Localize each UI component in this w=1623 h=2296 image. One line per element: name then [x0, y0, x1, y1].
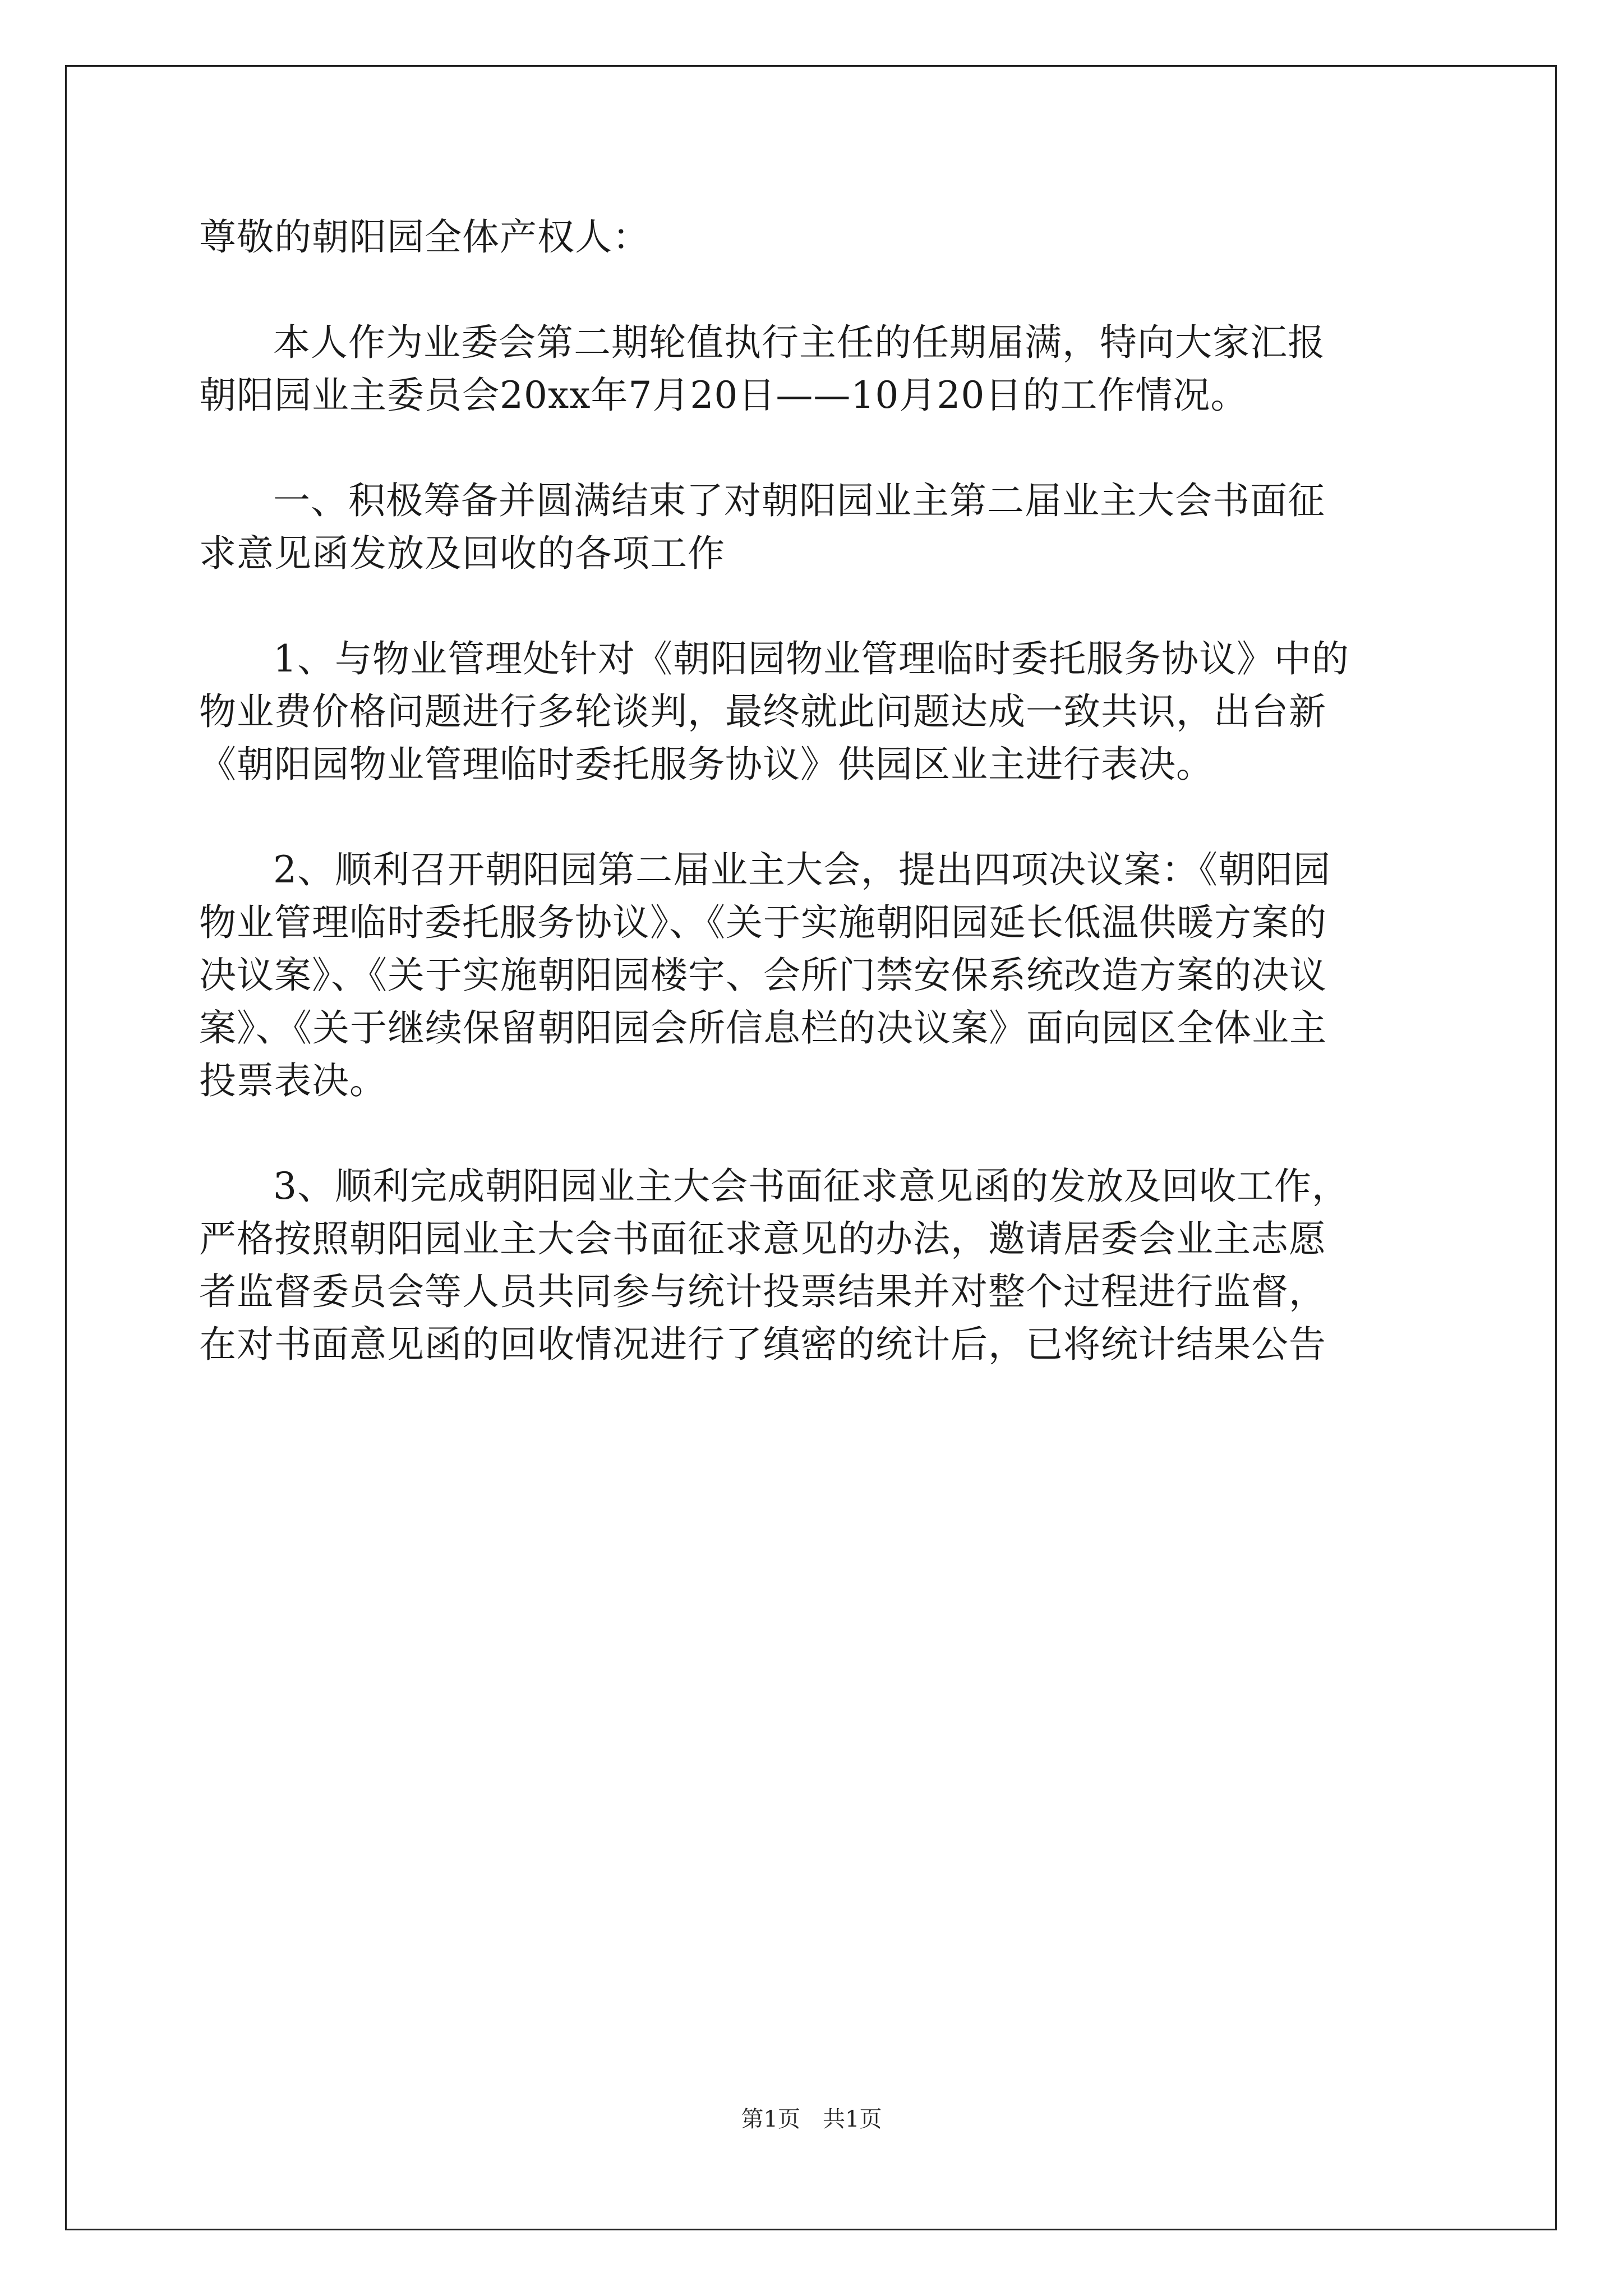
paragraph-line: 决议案》、《关于实施朝阳园楼宇、会所门禁安保系统改造方案的决议 [199, 954, 1327, 997]
paragraph-line: 《朝阳园物业管理临时委托服务协议》供园区业主进行表决。 [199, 743, 1214, 786]
paragraph-line: 2、顺利召开朝阳园第二届业主大会，提出四项决议案：《朝阳园 [273, 848, 1331, 891]
paragraph-line: 投票表决。 [199, 1059, 387, 1102]
salutation: 尊敬的朝阳园全体产权人： [199, 215, 650, 259]
paragraph-line: 在对书面意见函的回收情况进行了缜密的统计后，已将统计结果公告 [199, 1323, 1326, 1366]
page-number-footer: 第1页 共1页 [741, 2106, 882, 2132]
paragraph-line: 本人作为业委会第二期轮值执行主任的任期届满，特向大家汇报 [273, 321, 1325, 364]
paragraph-gap [199, 1107, 1427, 1160]
paragraph-line: 物业管理临时委托服务协议》、《关于实施朝阳园延长低温供暖方案的 [199, 901, 1327, 944]
document-body [199, 211, 1427, 1371]
paragraph-line: 者监督委员会等人员共同参与统计投票结果并对整个过程进行监督， [199, 1270, 1326, 1313]
paragraph-line: 1、与物业管理处针对《朝阳园物业管理临时委托服务协议》中的 [273, 637, 1349, 680]
paragraph [199, 844, 1427, 1107]
paragraph-line: 严格按照朝阳园业主大会书面征求意见的办法，邀请居委会业主志愿 [199, 1217, 1326, 1260]
paragraph [199, 475, 1427, 580]
paragraph-line: 一、积极筹备并圆满结束了对朝阳园业主第二届业主大会书面征 [273, 479, 1325, 522]
paragraph-line: 3、顺利完成朝阳园业主大会书面征求意见函的发放及回收工作， [273, 1165, 1349, 1208]
paragraph-line: 朝阳园业主委员会20xx年7月20日——10月20日的工作情况。 [199, 374, 1248, 417]
paragraph-gap [199, 422, 1427, 475]
paragraph-gap [199, 791, 1427, 844]
paragraph [199, 1160, 1427, 1371]
paragraph-gap [199, 580, 1427, 633]
paragraph-line: 物业费价格问题进行多轮谈判，最终就此问题达成一致共识，出台新 [199, 690, 1326, 733]
paragraph [199, 633, 1427, 791]
paragraph [199, 316, 1427, 422]
paragraph-line: 求意见函发放及回收的各项工作 [199, 532, 725, 575]
paragraph-line: 案》、《关于继续保留朝阳园会所信息栏的决议案》面向园区全体业主 [199, 1006, 1327, 1050]
